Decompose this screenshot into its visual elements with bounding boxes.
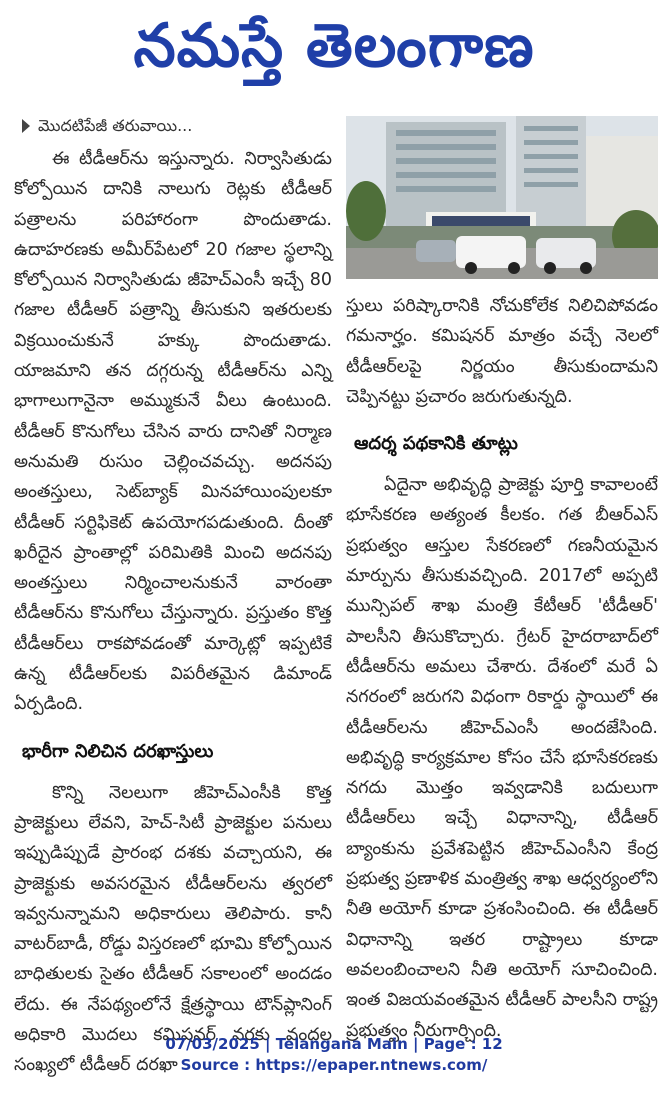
left-column bbox=[14, 108, 332, 1081]
article-paragraph: స్తులు పరిష్కారానికి నోచుకోలేక నిలిచిపోవడం గమనార్హం. కమిషనర్ మాత్రం వచ్చే నెలలో టీడీఆర్‌లపై నిర్ణయం తీసుకుందామని చెప్పినట్టు ప్రచారం జరుగుతున్నది. bbox=[346, 296, 658, 407]
article-paragraph: ఈ టీడీఆర్‌ను ఇస్తున్నారు. నిర్వాసితుడు కోల్పోయిన దానికి నాలుగు రెట్లకు టీడీఆర్ పత్రాలను పరిహారంగా పొందుతాడు. ఉదాహరణకు అమీర్‌పేటలో 20 గజాల స్థలాన్ని కోల్పోయిన నిర్వాసితుడు జీహెచ్‌ఎంసీ ఇచ్చే 80 గజాల టీడీఆర్ పత్రాన్ని తీసుకుని ఇతరులకు విక్రయించుకునే హక్కు పొందుతాడు. యాజమాని తన దగ్గరున్న టీడీఆర్‌ను ఎన్ని భాగాలుగానైనా అమ్ముకునే వీలు ఉంటుంది. టీడీఆర్ కొనుగోలు చేసిన వారు దానితో నిర్మాణ అనుమతి రుసుం చెల్లించవచ్చు. అదనపు అంతస్తులు, సెట్‌బ్యాక్ మినహాయింపులకూ టీడీఆర్ సర్టిఫికెట్ ఉపయోగపడుతుంది. దీంతో ఖరీదైన ప్రాంతాల్లో పరిమితికి మించి అదనపు అంతస్తులు నిర్మించాలనుకునే వారంతా టీడీఆర్‌ను కొనుగోలు చేస్తున్నారు. ప్రస్తుతం కొత్త టీడీఆర్‌లు రాకపోవడంతో మార్కెట్లో ఇప్పటికే ఉన్న టీడీఆర్‌లకు విపరీతమైన డిమాండ్ ఏర్పడింది. bbox=[14, 149, 332, 715]
footer-date-line: 07/03/2025 | Telangana Main | Page : 12 bbox=[165, 1035, 503, 1053]
newspaper-title: నమస్తే తెలంగాణ bbox=[133, 11, 535, 81]
masthead bbox=[0, 0, 668, 96]
building-photo bbox=[346, 116, 658, 279]
footer bbox=[0, 1034, 668, 1076]
subheading: భారీగా నిలిచిన దరఖాస్తులు bbox=[22, 740, 214, 762]
continuation-text: మొదటిపేజీ తరువాయి... bbox=[38, 116, 193, 135]
continuation-label bbox=[14, 108, 332, 144]
right-column bbox=[346, 108, 658, 1046]
article-paragraph: ఏదైనా అభివృద్ధి ప్రాజెక్టు పూర్తి కావాలంటే భూసేకరణ అత్యంత కీలకం. గత బీఆర్‌ఎస్ ప్రభుత్వం ఆస్తుల సేకరణలో గణనీయమైన మార్పును తీసుకువచ్చింది. 2017లో అప్పటి మున్సిపల్ శాఖ మంత్రి కేటీఆర్ 'టీడీఆర్' పాలసీని తీసుకొచ్చారు. గ్రేటర్ హైదరాబాద్‌లో టీడీఆర్‌ను అమలు చేశారు. దేశంలో మరే ఏ నగరంలో జరుగని విధంగా రికార్డు స్థాయిలో ఈ టీడీఆర్‌లను జీహెచ్‌ఎంసీ అందజేసింది. అభివృద్ధి కార్యక్రమాల కోసం చేసే భూసేకరణకు నగదు మొత్తం ఇవ్వడానికి బదులుగా టీడీఆర్‌లు ఇచ్చే విధానాన్ని, టీడీఆర్ బ్యాంకును ప్రవేశపెట్టిన జీహెచ్‌ఎంసీని కేంద్ర ప్రభుత్వ ప్రణాళిక మంత్రిత్వ శాఖ ఆధ్వర్యంలోని నీతి అయోగ్ కూడా ప్రశంసించింది. ఈ టీడీఆర్ విధానాన్ని ఇతర రాష్ట్రాలు కూడా అవలంబించాలని నీతి అయోగ్ సూచించింది. ఇంత విజయవంతమైన టీడీఆర్ పాలసీని రాష్ట్ర ప్రభుత్వం నీరుగార్చింది. bbox=[346, 475, 658, 1041]
building-photo-illustration bbox=[346, 116, 658, 279]
subheading: ఆదర్శ పథకానికి తూట్లు bbox=[354, 433, 518, 455]
footer-source-line: Source : https://epaper.ntnews.com/ bbox=[180, 1056, 488, 1074]
arrow-right-icon bbox=[22, 119, 30, 133]
article-paragraph: కొన్ని నెలలుగా జీహెచ్‌ఎంసీకి కొత్త ప్రాజెక్టులు లేవని, హెచ్-సిటీ ప్రాజెక్టుల పనులు ఇప్పుడిప్పుడే ప్రారంభ దశకు వచ్చాయని, ఈ ప్రాజెక్టుకు అవసరమైన టీడీఆర్‌లను త్వరలో ఇవ్వనున్నామని అధికారులు తెలిపారు. కానీ వాటర్‌బాడీ, రోడ్డు విస్తరణలో భూమి కోల్పోయిన బాధితులకు సైతం టీడీఆర్ సకాలంలో అందడం లేదు. ఈ నేపథ్యంలోనే క్షేత్రస్థాయి టౌన్‌ప్లానింగ్ అధికారి మొదలు కమిషనర్ వరకు వందల సంఖ్యలో టీడీఆర్ దరఖా bbox=[14, 782, 332, 1076]
